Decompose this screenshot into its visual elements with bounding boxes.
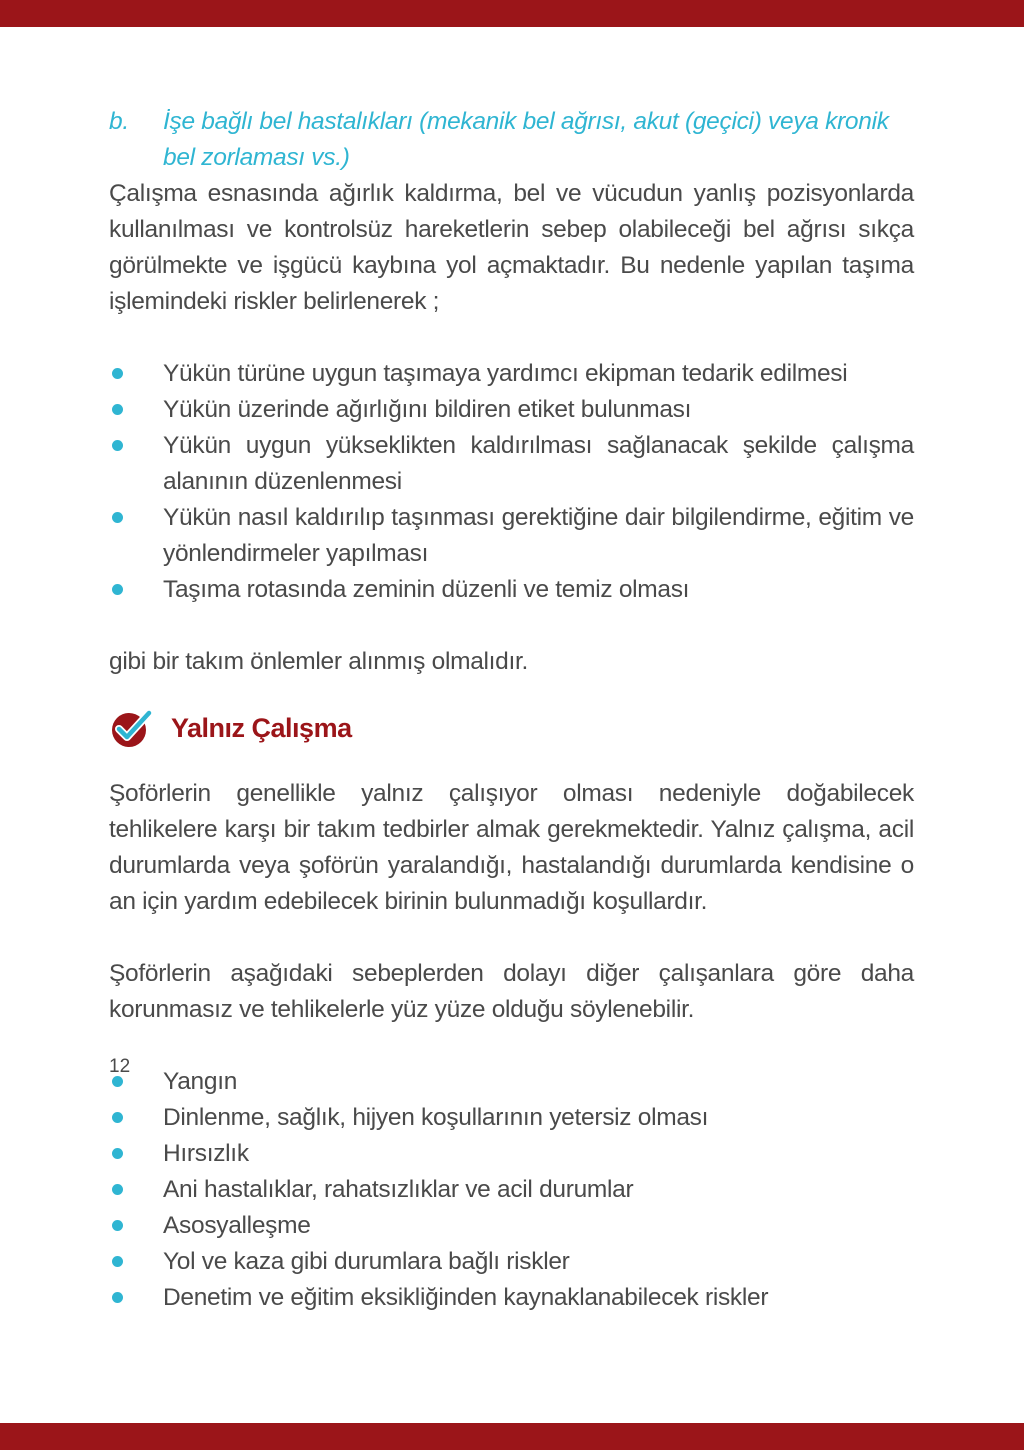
section-paragraph-2: Şoförlerin aşağıdaki sebeplerden dolayı diğer çalışanlara göre daha korunmasız ve tehlikelerle yüz yüze olduğu söylenebilir. — [109, 960, 914, 1023]
list-item — [109, 572, 914, 608]
subheading — [109, 104, 914, 176]
page-content — [109, 104, 914, 1316]
list-item-text: Ani hastalıklar, rahatsızlıklar ve acil durumlar — [163, 1176, 634, 1203]
bullet-icon — [112, 404, 123, 415]
list-item — [109, 1208, 914, 1244]
list-item-text: Yükün türüne uygun taşımaya yardımcı ekipman tedarik edilmesi — [163, 360, 848, 387]
list-item-text: Yükün üzerinde ağırlığını bildiren etiket bulunması — [163, 396, 692, 423]
bullet-icon — [112, 440, 123, 451]
bullet-icon — [112, 1220, 123, 1231]
list-item-text: Yol ve kaza gibi durumlara bağlı riskler — [163, 1248, 570, 1275]
list-item — [109, 1064, 914, 1100]
bullet-icon — [112, 368, 123, 379]
list-item — [109, 500, 914, 572]
list-item — [109, 356, 914, 392]
bullet-icon — [112, 1184, 123, 1195]
bullet-icon — [112, 584, 123, 595]
list-item-text: Dinlenme, sağlık, hijyen koşullarının yetersiz olması — [163, 1104, 709, 1131]
checkmark-icon — [109, 705, 155, 751]
measures-conclusion: gibi bir takım önlemler alınmış olmalıdır. — [109, 648, 529, 675]
risks-list — [109, 1064, 914, 1316]
bullet-icon — [112, 512, 123, 523]
page-number: 12 — [109, 1056, 131, 1077]
list-item-text: Asosyalleşme — [163, 1212, 311, 1239]
bullet-icon — [112, 1256, 123, 1267]
list-item — [109, 1136, 914, 1172]
list-item-text: Yükün nasıl kaldırılıp taşınması gerektiğine dair bilgilendirme, eğitim ve yönlendirmeler yapılması — [163, 504, 914, 567]
list-item-text: Taşıma rotasında zeminin düzenli ve temiz olması — [163, 576, 690, 603]
top-band — [0, 0, 1024, 27]
list-item — [109, 1244, 914, 1280]
list-item-text: Yangın — [163, 1068, 238, 1095]
subheading-letter: b. — [109, 108, 129, 135]
section-paragraph-1: Şoförlerin genellikle yalnız çalışıyor olması nedeniyle doğabilecek tehlikelere karşı bir takım tedbirler almak gerekmektedir. Yalnız çalışma, acil durumlarda veya şoförün yaralandığı, hastalandığı durumlarda kendisine o an için yardım edebilecek birinin bulunmadığı koşullardır. — [109, 780, 914, 915]
intro-paragraph: Çalışma esnasında ağırlık kaldırma, bel ve vücudun yanlış pozisyonlarda kullanılması ve kontrolsüz hareketlerin sebep olabileceği bel ağrısı sıkça görülmekte ve işgücü kaybına yol açmaktadır. Bu nedenle yapılan taşıma işlemindeki riskler belirlenerek ; — [109, 180, 914, 315]
list-item — [109, 1100, 914, 1136]
list-item — [109, 1172, 914, 1208]
subheading-text: İşe bağlı bel hastalıkları (mekanik bel ağrısı, akut (geçici) veya kronik bel zorlaması vs.) — [163, 108, 889, 171]
bullet-icon — [112, 1292, 123, 1303]
section-title: Yalnız Çalışma — [171, 712, 352, 743]
bottom-band — [0, 1423, 1024, 1450]
measures-list — [109, 356, 914, 608]
list-item — [109, 392, 914, 428]
bullet-icon — [112, 1148, 123, 1159]
list-item-text: Hırsızlık — [163, 1140, 249, 1167]
list-item-text: Denetim ve eğitim eksikliğinden kaynaklanabilecek riskler — [163, 1284, 769, 1311]
list-item-text: Yükün uygun yükseklikten kaldırılması sağlanacak şekilde çalışma alanının düzenlenmesi — [163, 432, 914, 495]
list-item — [109, 428, 914, 500]
list-item — [109, 1280, 914, 1316]
section-heading — [109, 704, 914, 752]
bullet-icon — [112, 1112, 123, 1123]
